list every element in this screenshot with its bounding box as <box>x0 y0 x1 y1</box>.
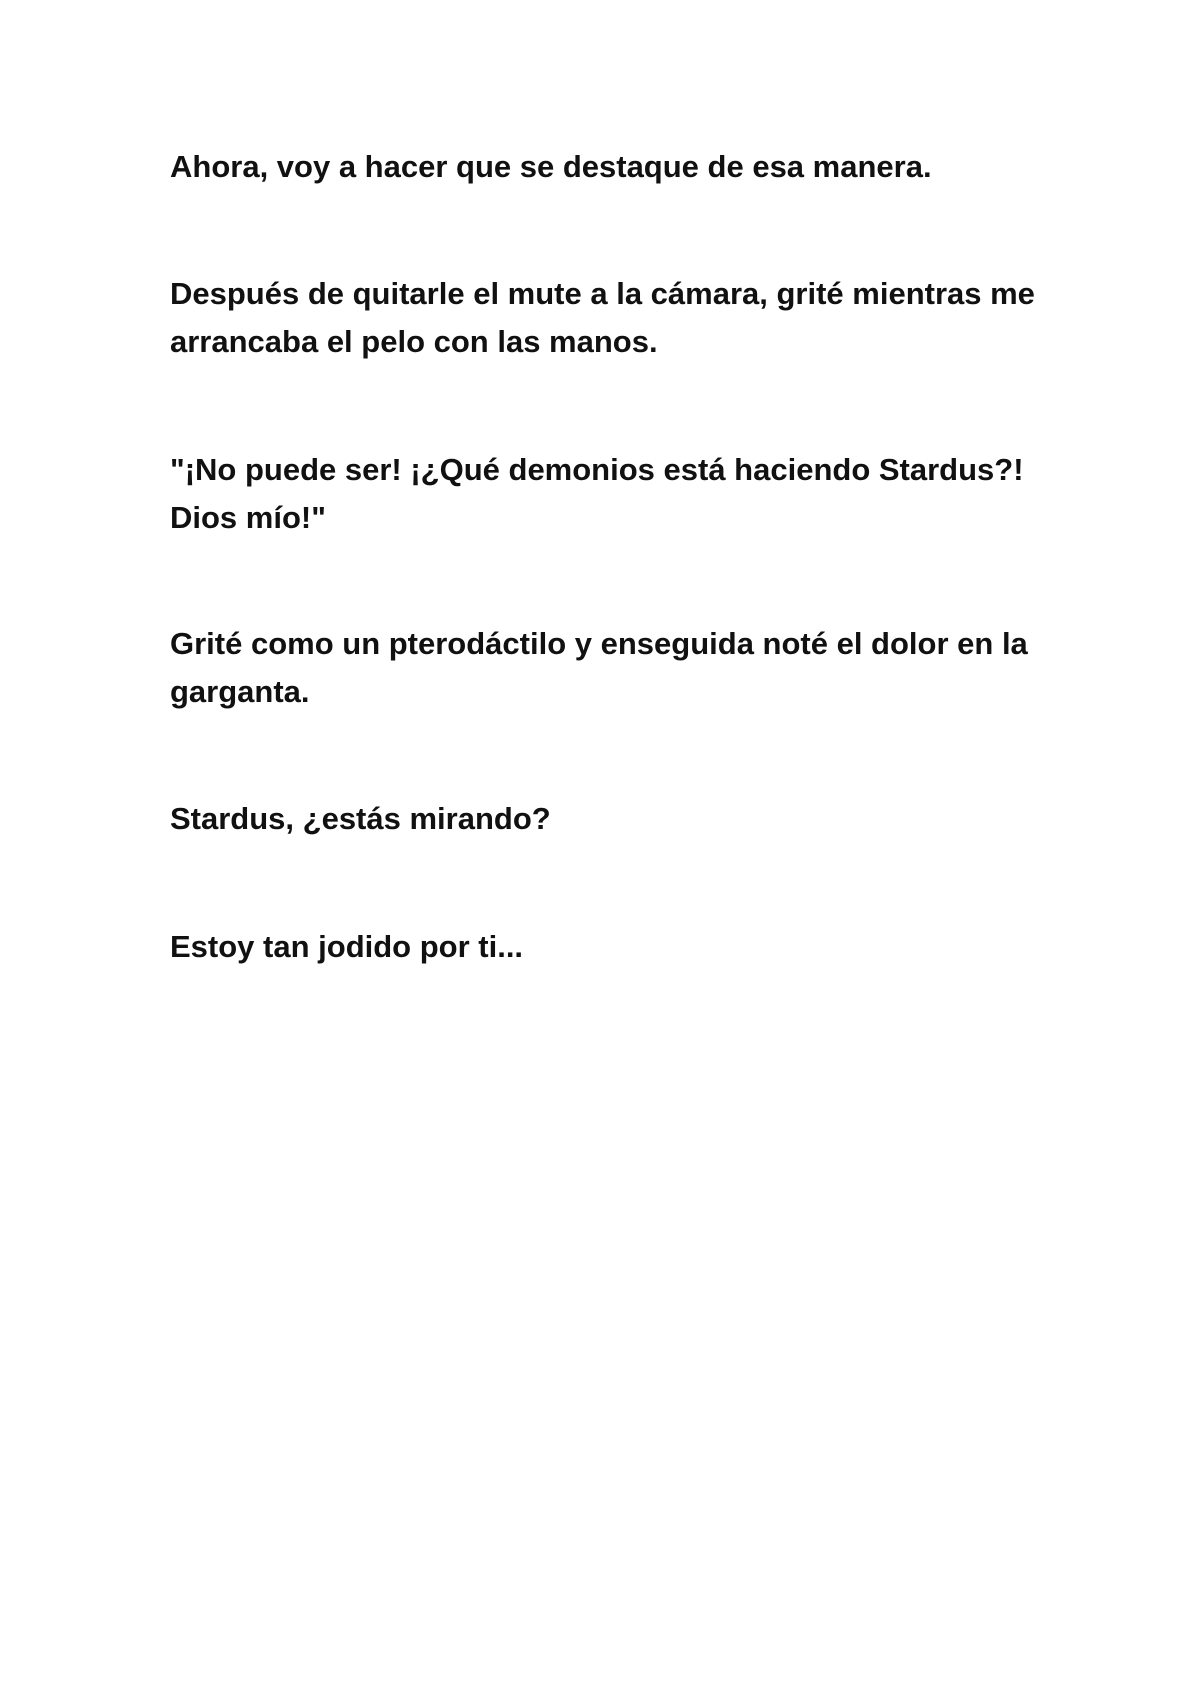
paragraph-1: Ahora, voy a hacer que se destaque de esa manera. <box>170 149 932 184</box>
paragraph-2: Después de quitarle el mute a la cámara, grité mientras me arrancaba el pelo con las manos. <box>170 276 1035 359</box>
paragraph-5: Stardus, ¿estás mirando? <box>170 801 551 836</box>
paragraph-3: "¡No puede ser! ¡¿Qué demonios está haciendo Stardus?! Dios mío!" <box>170 452 1024 535</box>
paragraph-6: Estoy tan jodido por ti... <box>170 929 524 964</box>
paragraph-4: Grité como un pterodáctilo y enseguida noté el dolor en la garganta. <box>170 626 1028 709</box>
